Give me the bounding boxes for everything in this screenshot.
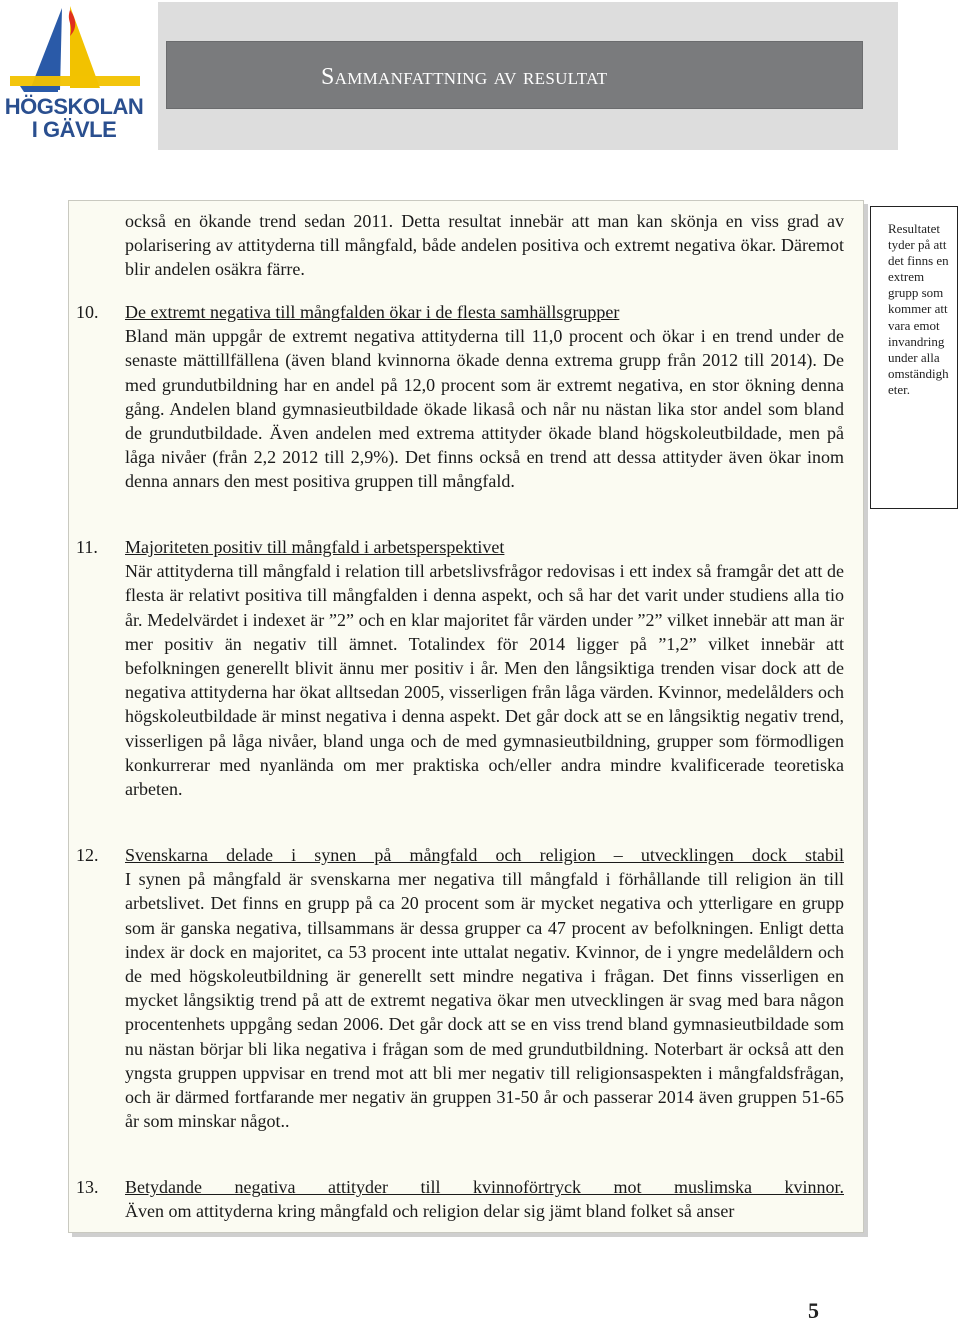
header-bar [166, 41, 863, 109]
logo-text-line1: HÖGSKOLAN [4, 94, 144, 119]
item-body: När attityderna till mångfald i relation till arbetslivsfrågor redovisas i ett index så framgår det att de flesta är relativt positiva till mångfalden i denna aspekt, och så har det varit under studiens alla tio år. Medelvärdet i indexet är ”2” och en klar majoritet får värden under ”2” vilket innebär att man är mer positiv än negativ till ämnet. Totalindex för 2014 ligger på ”1,2” vilket innebär att befolkningen generellt blivit ännu mer positiv i år. Men den långsiktiga trenden visar dock att de negativa attityderna har ökat alltsedan 2005, visserligen från låga värden. Kvinnor, medelålders och högskoleutbildade är minst negativa i denna aspekt. Det går dock att se en långsiktig negativ trend, visserligen på låga nivåer, bland unga och de med gymnasieutbildning, grupper som förmodligen konkurrerar med nyanlända om mer praktiska och/eller andra mindre kvalificerade teoretiska arbeten. [125, 561, 844, 800]
item-number: 12. [76, 845, 99, 865]
hogskolan-i-gavle-logo [0, 0, 150, 150]
intro-paragraph [125, 209, 844, 282]
list-item [125, 843, 844, 1133]
item-number: 13. [76, 1177, 99, 1197]
list-item [125, 535, 844, 801]
item-body: I synen på mångfald är svenskarna mer negativa till mångfald i förhållande till religion än till arbetslivet. Det finns en grupp på ca 20 procent som är mycket negativa och ytterligare en grupp som är ganska negativa, tillsammans är dessa grupper ca 47 procent av befolkningen. Enligt detta index är dock en majoritet, ca 53 procent inte uttalat negativ. Kvinnor, de i yngre medelåldern och de med högskoleutbildning är generellt sett mindre negativa i frågan. Det finns visserligen en mycket långsiktig trend på att de extremt negativa ökar men utvecklingen är svag med bara någon procentenhets uppgång sedan 2006. Det går dock att se en viss trend bland gymnasieutbildade som nu nästan börjar bli lika negativa i frågan som de med grundutbildning. Noterbart är också att den yngsta gruppen uppvisar en trend mot att bli mer negativ till religionsaspekten i mångfaldsfrågan, och är därmed fortfarande mer negativ än gruppen 31-50 år och passerar 2014 även gruppen 51-65 år som minskar något.. [125, 869, 844, 1132]
item-body: Bland män uppgår de extremt negativa attityderna till 11,0 procent och ökar i en trend under de senaste mättillfällena (även bland kvinnorna ökade denna extrema grupp från 2012 till 2014). De med grundutbildning har en andel på 12,0 procent som är extremt negativa, en stor ökning denna gång. Andelen bland gymnasieutbildade ökade likaså och når nu nästan lika stor andel som bland de grundutbildade. Även andelen med extrema attityder ökade bland högskoleutbildade, men på låga nivåer (från 2,2 2012 till 2,9%). Det finns också en trend att dessa attityder även ökar inom denna annars den mest positiva gruppen till mångfald. [125, 326, 844, 492]
sidenote-box [870, 206, 958, 509]
item-heading: Betydande negativa attityder till kvinnoförtryck mot muslimska kvinnor. [125, 1177, 844, 1197]
logo-text-line2: I GÄVLE [31, 117, 117, 142]
list-item [125, 300, 844, 494]
sidenote-text: Resultatet tyder på att det finns en extrem grupp som kommer att vara emot invandring under alla omständigheter. [888, 221, 949, 397]
item-number: 11. [76, 537, 98, 557]
list-item [125, 1175, 844, 1223]
logo-emblem-icon [0, 0, 150, 96]
page-number: 5 [808, 1298, 819, 1323]
page-title: Sammanfattning av resultat [321, 64, 608, 90]
item-number: 10. [76, 302, 99, 322]
item-heading: De extremt negativa till mångfalden ökar i de flesta samhällsgrupper [125, 302, 620, 322]
item-heading: Majoriteten positiv till mångfald i arbetsperspektivet [125, 537, 505, 557]
item-heading: Svenskarna delade i synen på mångfald och religion – utvecklingen dock stabil [125, 845, 844, 865]
item-body: Även om attityderna kring mångfald och religion delar sig jämt bland folket så anser [125, 1201, 735, 1222]
intro-text: också en ökande trend sedan 2011. Detta resultat innebär att man kan skönja en viss grad av polarisering av attityderna till mångfald, både andelen positiva och extremt negativa ökar. Däremot blir andelen osäkra färre. [125, 211, 844, 280]
